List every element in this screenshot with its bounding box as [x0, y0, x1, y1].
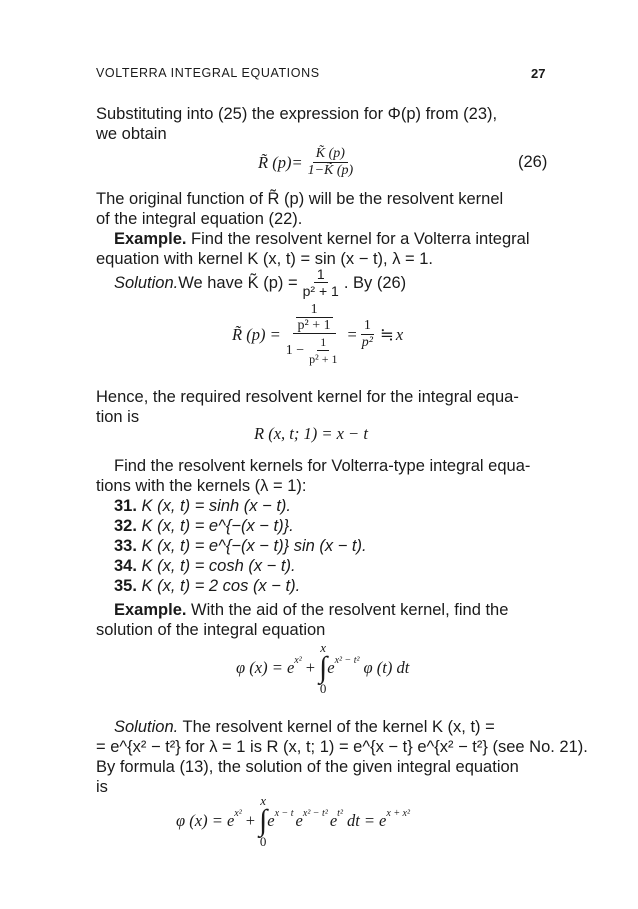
paragraph-line: we obtain [96, 125, 167, 143]
problem-item: 31. K (x, t) = sinh (x − t). [114, 497, 291, 515]
example-line: Example. Find the resolvent kernel for a Volterra integral [114, 230, 530, 248]
paragraph-line: tion is [96, 408, 140, 426]
solution-line: is [96, 778, 108, 796]
equation-resolvent-result: R (x, t; 1) = x − t [254, 424, 368, 443]
example-line: Example. With the aid of the resolvent kernel, find the [114, 601, 509, 619]
page-number: 27 [531, 66, 546, 81]
equation-number: (26) [518, 153, 548, 171]
problem-item: 34. K (x, t) = cosh (x − t). [114, 557, 296, 575]
solution-line: = e^{x² − t²} for λ = 1 is R (x, t; 1) = e^{x − t} e^{x² − t²} (see No. 21). [96, 738, 588, 756]
paragraph-line: Substituting into (25) the expression for Φ(p) from (23), [96, 105, 498, 123]
equation-solution: φ (x) = e $^{x^2}$ + x ∫ 0 e $^{x - t}$ e $^{x^2 - t^2}$ e $^{t^2}$ dt = e $^{x + x^2}$ [176, 793, 410, 849]
equation-26: R̃ (p)= $\frac{K̃ (p)}{1-K̃ (p)}$ [258, 146, 354, 178]
problem-item: 32. K (x, t) = e^{−(x − t)}. [114, 517, 294, 535]
paragraph-line: Find the resolvent kernels for Volterra-type integral equa- [114, 457, 531, 475]
solution-line: By formula (13), the solution of the given integral equation [96, 758, 519, 776]
solution-line: Solution. The resolvent kernel of the kernel K (x, t) = [114, 718, 495, 736]
equation-integral: φ (x) = e $^{x^2}$ + x ∫ 0 e $^{x^2 - t^2}$ φ (t) dt [236, 640, 410, 696]
integral-sign: x ∫ 0 [259, 793, 268, 849]
running-title: VOLTERRA INTEGRAL EQUATIONS [96, 66, 320, 80]
problem-item: 33. K (x, t) = e^{−(x − t)} sin (x − t). [114, 537, 367, 555]
solution-line: Solution. We have K̃ (p) = $\frac{1}{\text{p² + 1}}$ . By (26) [114, 266, 407, 299]
paragraph-line: tions with the kernels (λ = 1): [96, 477, 307, 495]
example-label: Example. [114, 601, 187, 619]
solution-label: Solution. [114, 718, 179, 736]
equation-resolvent-transform: R̃ (p) = 1 p² + 1 1 − $\frac{1}{\text{p² + 1}}$ = $\frac{1}{\text{p²}}$ ≒ x [232, 302, 404, 366]
problem-item: 35. K (x, t) = 2 cos (x − t). [114, 577, 301, 595]
solution-label: Solution. [114, 273, 179, 292]
example-label: Example. [114, 230, 187, 248]
paragraph-line: The original function of R̃ (p) will be the resolvent kernel [96, 190, 504, 208]
paragraph-line: of the integral equation (22). [96, 210, 303, 228]
paragraph-line: Hence, the required resolvent kernel for the integral equa- [96, 388, 519, 406]
example-line: solution of the integral equation [96, 621, 326, 639]
integral-sign: x ∫ 0 [319, 640, 328, 696]
example-line: equation with kernel K (x, t) = sin (x − t), λ = 1. [96, 250, 434, 268]
